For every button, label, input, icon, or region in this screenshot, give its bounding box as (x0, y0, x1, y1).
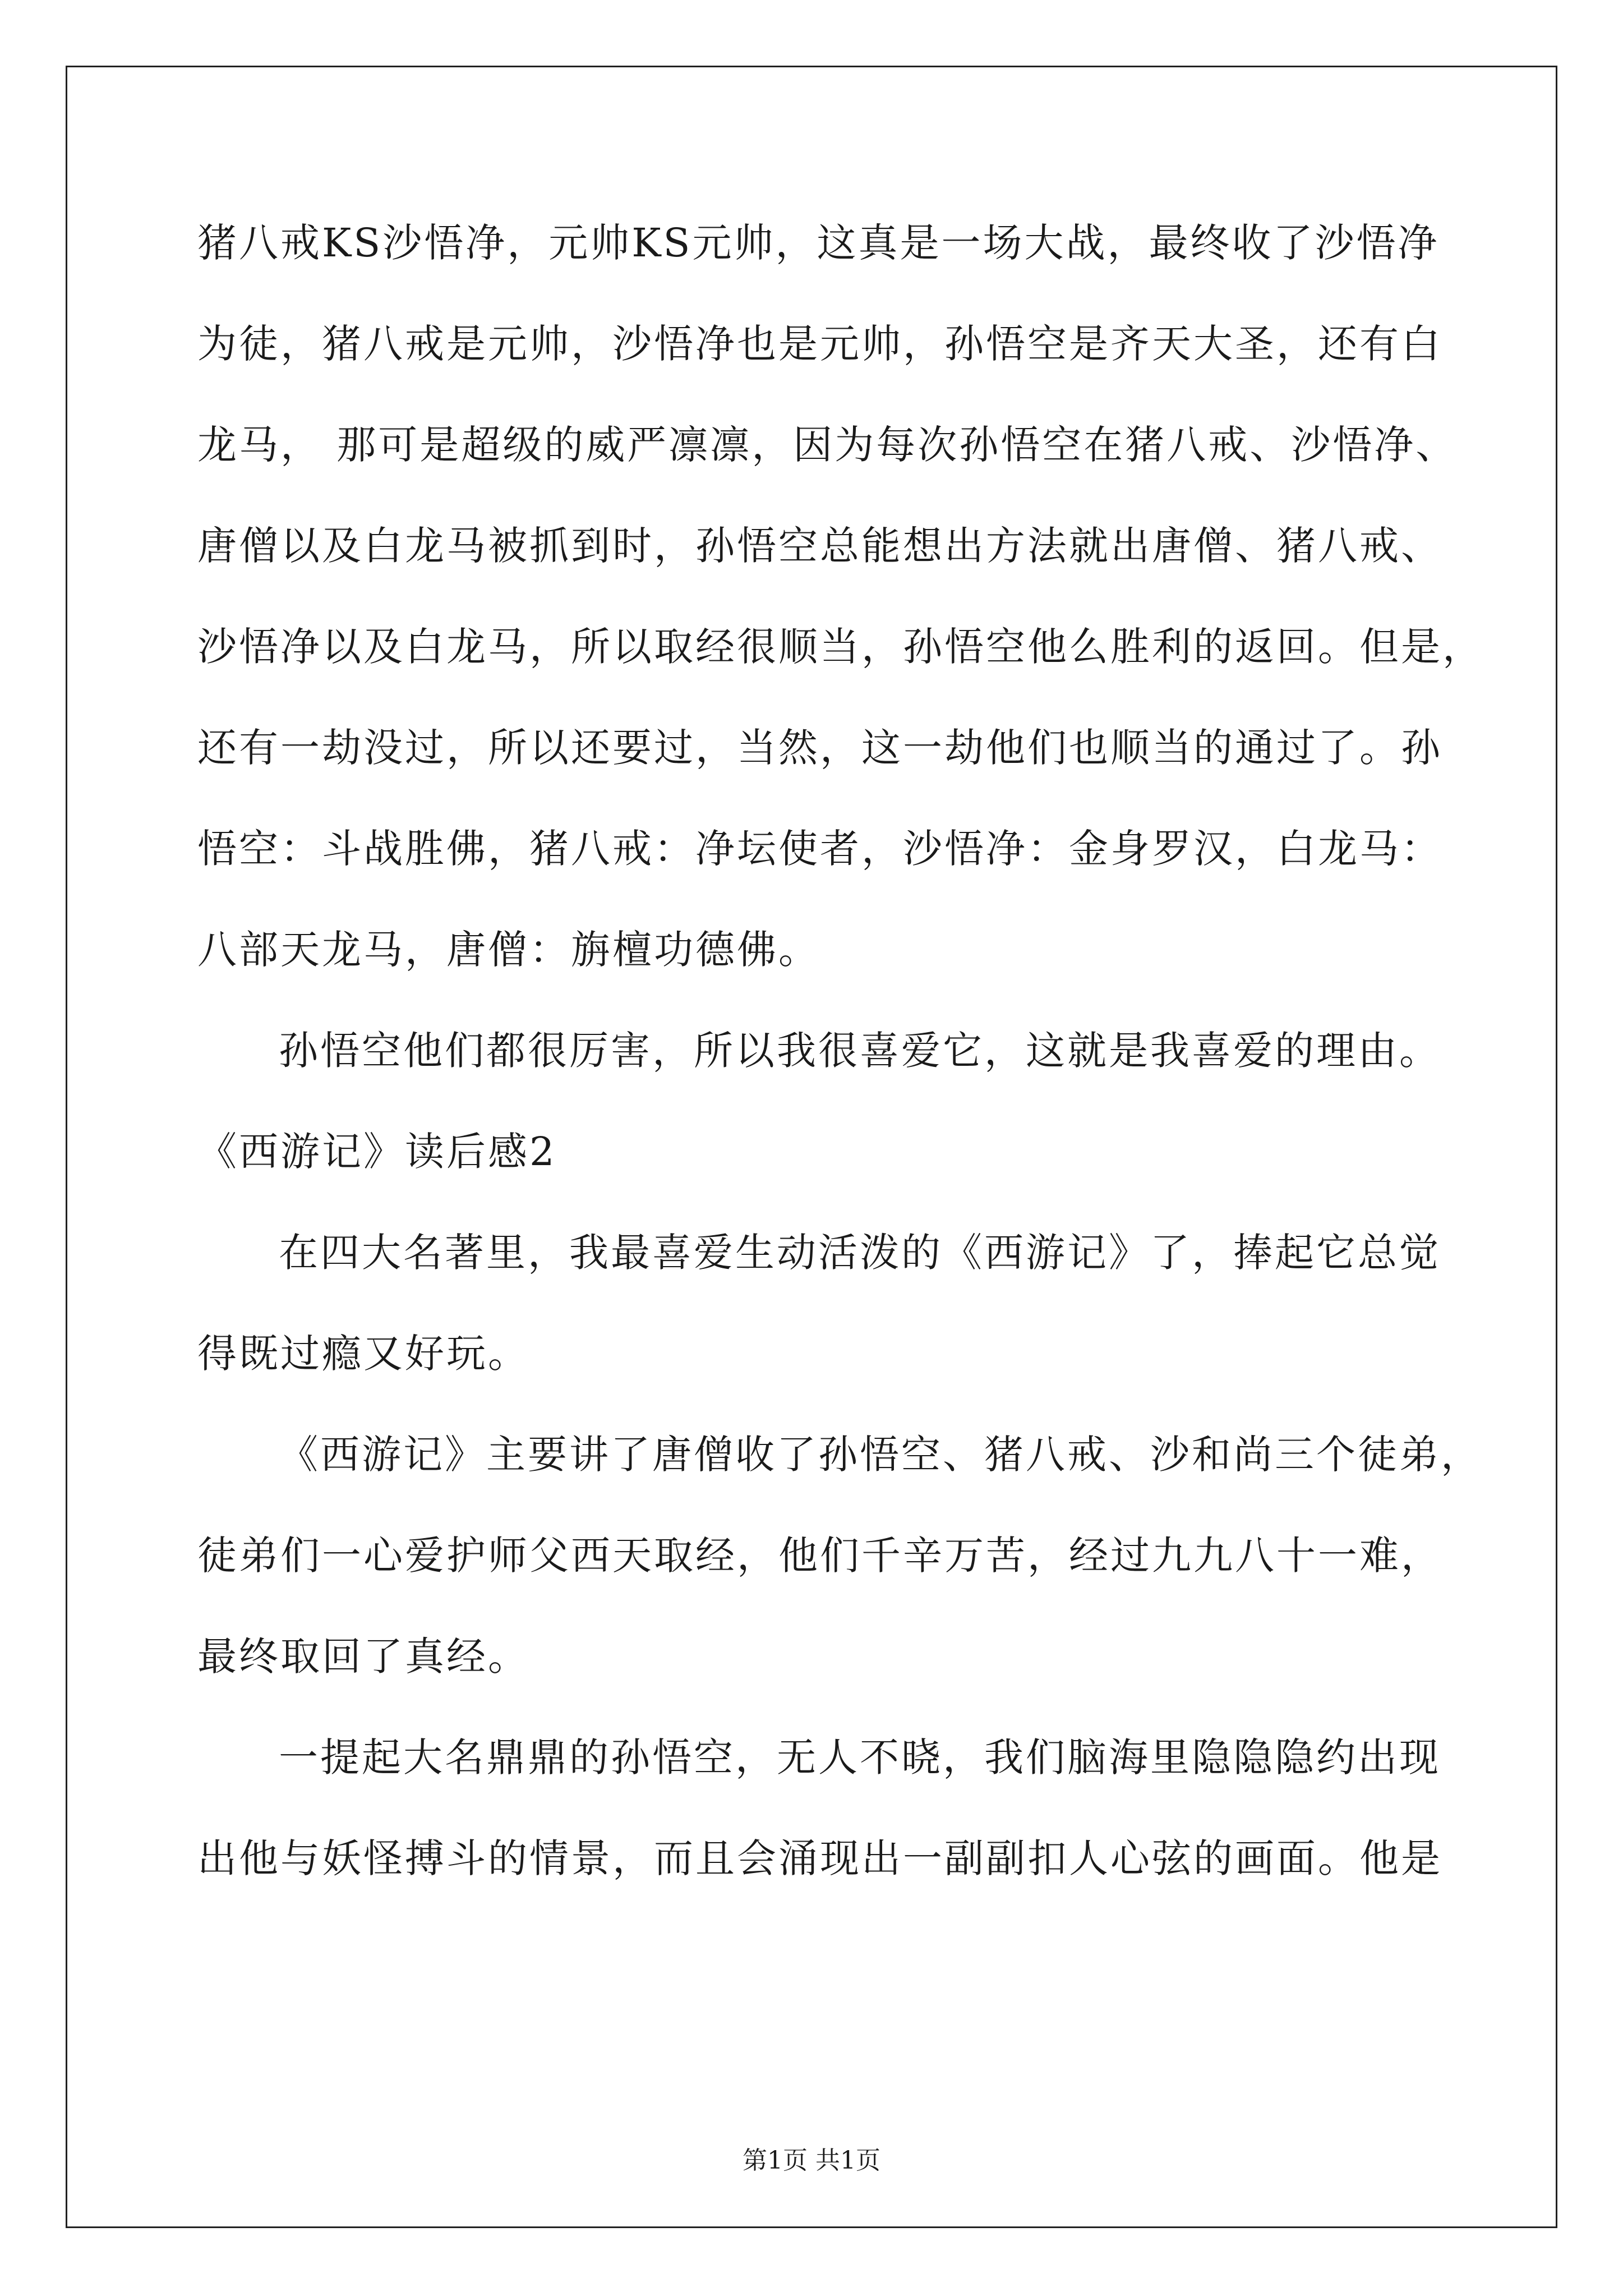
text-line: 唐僧以及白龙马被抓到时，孙悟空总能想出方法就出唐僧、猪八戒、 (197, 523, 1442, 569)
text-line: 还有一劫没过，所以还要过，当然，这一劫他们也顺当的通过了。孙 (197, 725, 1442, 771)
paragraph-line: 一提起大名鼎鼎的孙悟空，无人不晓，我们脑海里隐隐隐约出现 (279, 1734, 1441, 1780)
paragraph-line: 孙悟空他们都很厉害，所以我很喜爱它，这就是我喜爱的理由。 (279, 1028, 1441, 1074)
text-line: 悟空：斗战胜佛，猪八戒：净坛使者，沙悟净：金身罗汉，白龙马： (197, 826, 1442, 872)
text-line: 最终取回了真经。 (197, 1634, 529, 1680)
text-line: 为徒，猪八戒是元帅，沙悟净也是元帅，孙悟空是齐天大圣，还有白 (197, 321, 1442, 367)
page-number-footer: 第1页 共1页 (743, 2146, 880, 2175)
document-body (197, 212, 1484, 1929)
text-line: 出他与妖怪搏斗的情景，而且会涌现出一副副扣人心弦的画面。他是 (197, 1835, 1442, 1881)
text-line: 徒弟们一心爱护师父西天取经，他们千辛万苦，经过九九八十一难， (197, 1533, 1442, 1579)
paragraph-line: 《西游记》主要讲了唐僧收了孙悟空、猪八戒、沙和尚三个徒弟， (279, 1432, 1482, 1478)
paragraph-line: 在四大名著里，我最喜爱生动活泼的《西游记》了，捧起它总觉 (279, 1230, 1441, 1276)
text-line: 龙马， 那可是超级的威严凛凛，因为每次孙悟空在猪八戒、沙悟净、 (197, 422, 1458, 468)
text-line: 八部天龙马，唐僧：旃檀功德佛。 (197, 927, 820, 973)
text-line: 得既过瘾又好玩。 (197, 1331, 529, 1377)
text-line: 猪八戒KS沙悟净，元帅KS元帅，这真是一场大战，最终收了沙悟净 (197, 220, 1440, 266)
text-line: 沙悟净以及白龙马，所以取经很顺当，孙悟空他么胜利的返回。但是， (197, 624, 1484, 670)
section-heading: 《西游记》读后感2 (197, 1129, 557, 1175)
